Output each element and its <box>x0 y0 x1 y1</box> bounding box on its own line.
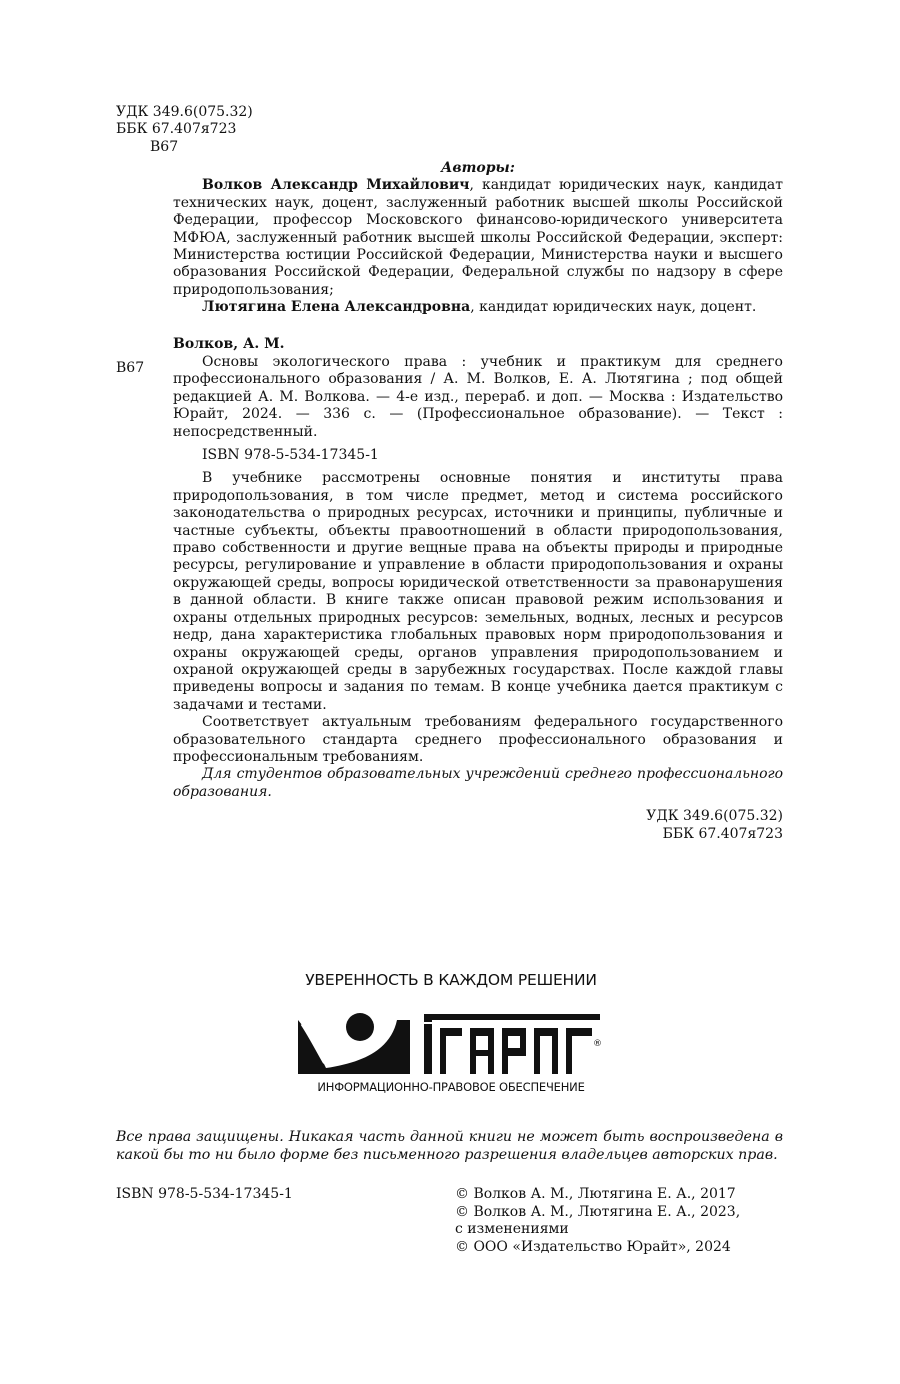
garant-tagline: ИНФОРМАЦИОННО-ПРАВОВОЕ ОБЕСПЕЧЕНИЕ <box>317 1080 585 1094</box>
authors-heading: Авторы: <box>441 160 515 176</box>
copyright-line-2b: с изменениями <box>455 1221 569 1238</box>
record-author-sign: В67 <box>116 360 145 376</box>
abstract-paragraph-2: Соответствует актуальным требованиям федерального государственного образовательного стандарта среднего профессионального образования и профессиональным требованиям. <box>173 714 783 765</box>
author-1-name: Волков Александр Михайлович <box>202 177 470 194</box>
author-2-name: Лютягина Елена Александровна <box>202 299 471 316</box>
record-body <box>173 354 783 843</box>
abstract-paragraph-1: В учебнике рассмотрены основные понятия и институты права природопользования, в том числе предмет, метод и система российского законодательства о природных ресурсах, источники и принципы, публичные и частные субъекты, объекты правоотношений в области природопользования, право собственности и другие вещные права на объекты природы и природные ресурсы, регулирование и управление в области природопользования и охраны окружающей среды, вопросы юридической ответственности за правонарушения в данной области. В книге также описан правовой режим использования и охраны отдельных природных ресурсов: земельных, водных, лесных и ресурсов недр, дана характеристика глобальных правовых норм природопользования и охраны окружающей среды, органов управления природопользованием и охраной окружающей среды в зарубежных государствах. После каждой главы приведены вопросы и задания по темам. В конце учебника дается практикум с задачами и тестами. <box>173 470 783 713</box>
record-classification <box>173 808 783 843</box>
classification-block <box>116 104 253 156</box>
author-sign: В67 <box>150 138 179 155</box>
record-isbn: ISBN 978-5-534-17345-1 <box>202 447 379 464</box>
author-1 <box>173 177 783 299</box>
garant-emblem-icon <box>296 1010 606 1074</box>
garant-ball-shape <box>346 1013 374 1041</box>
bbk-code: ББК 67.407я723 <box>116 121 237 138</box>
copyright-block <box>455 1186 740 1256</box>
bibliographic-description: Основы экологического права : учебник и практикум для среднего профессионального образования / А. М. Волков, Е. А. Лютягина ; под общей редакцией А. М. Волкова. — 4-е изд., перераб. и доп. — Москва : Издательство Юрайт, 2024. — 336 с. — (Профессиональное образование). — Текст : непосредственный. <box>173 354 783 440</box>
garant-logo <box>296 1010 606 1074</box>
record-author-heading: Волков, А. М. <box>173 336 285 352</box>
authors-block <box>173 160 783 317</box>
rights-notice: Все права защищены. Никакая часть данной книги не может быть воспроизведена в какой бы то ни было форме без письменного разрешения владельцев авторских прав. <box>116 1129 783 1163</box>
garant-slogan: УВЕРЕННОСТЬ В КАЖДОМ РЕШЕНИИ <box>305 971 597 989</box>
footer-isbn: ISBN 978-5-534-17345-1 <box>116 1186 293 1202</box>
registered-mark: ® <box>593 1039 602 1049</box>
audience-note: Для студентов образовательных учреждений среднего профессионального образования. <box>173 766 783 800</box>
author-1-description: , кандидат юридических наук, кандидат технических наук, доцент, заслуженный работник высшей школы Российской Федерации, профессор Московского финансово-юридического университета МФЮА, заслуженный работник высшей школы Российской Федерации, эксперт: Министерства юстиции Российской Федерации, Министерства науки и высшего образования Российской Федерации, Федеральной службы по надзору в сфере природопользования; <box>173 177 783 298</box>
copyright-line-2: © Волков А. М., Лютягина Е. А., 2023, <box>455 1203 741 1220</box>
copyright-line-1: © Волков А. М., Лютягина Е. А., 2017 <box>455 1186 736 1202</box>
udk-code: УДК 349.6(075.32) <box>116 104 253 120</box>
copyright-line-3: © ООО «Издательство Юрайт», 2024 <box>455 1238 731 1255</box>
author-2 <box>173 299 783 316</box>
author-2-description: , кандидат юридических наук, доцент. <box>470 299 757 316</box>
record-bbk: ББК 67.407я723 <box>662 825 783 842</box>
record-udk: УДК 349.6(075.32) <box>646 808 783 825</box>
